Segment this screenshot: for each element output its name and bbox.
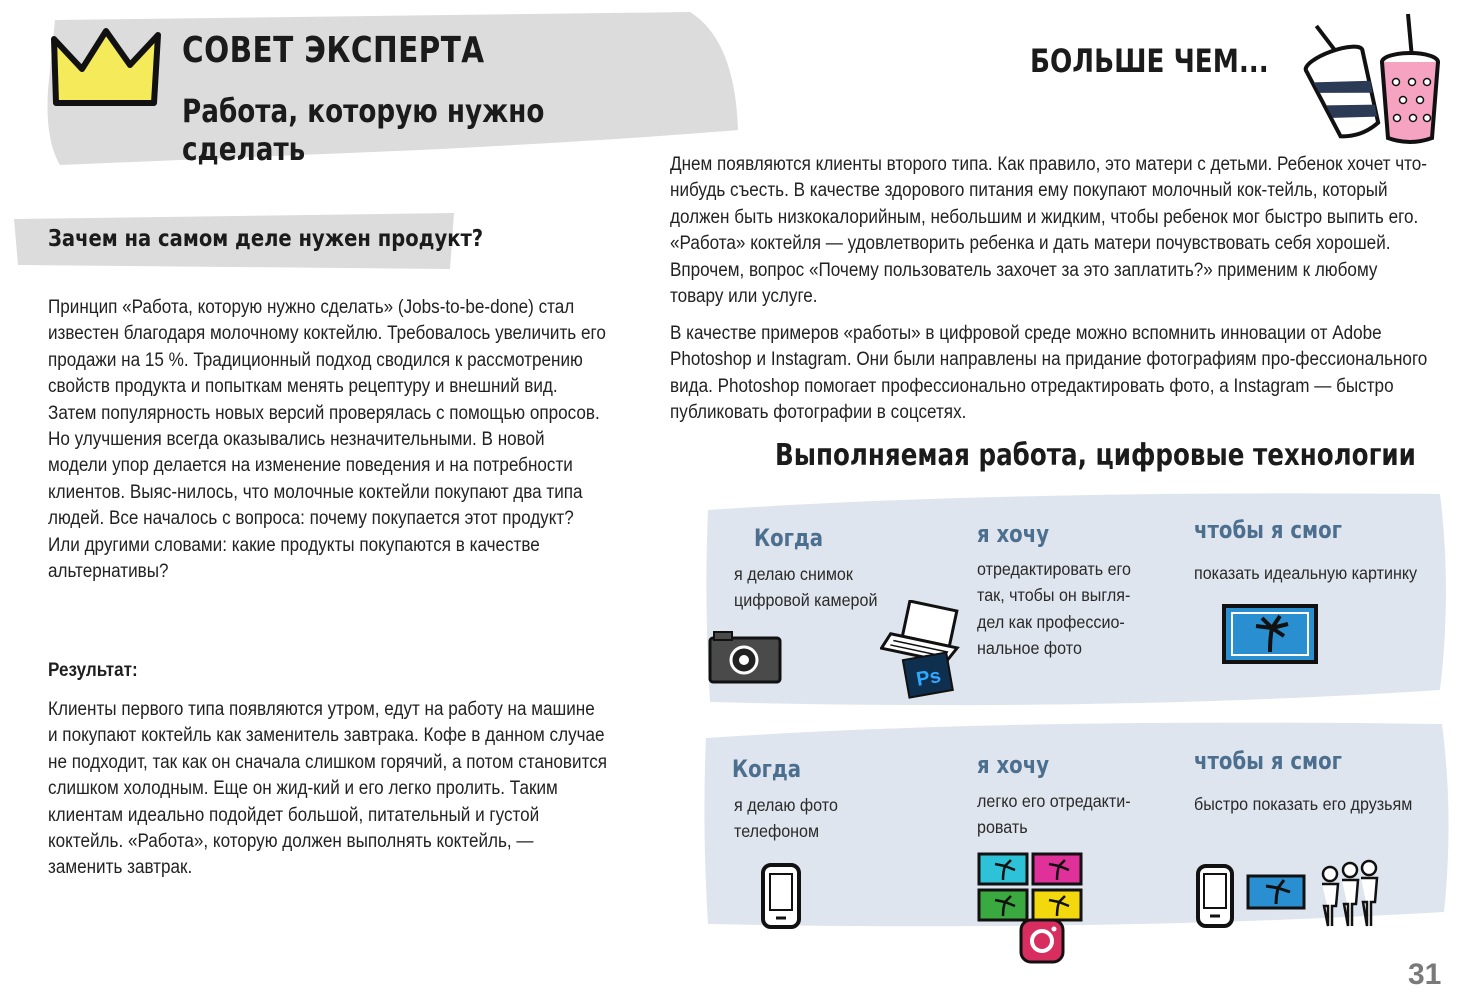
panel-1-when-line: я делаю снимок цифровой камерой [734, 564, 878, 611]
camera-icon [706, 628, 786, 686]
left-paragraph-2: Клиенты первого типа появляются утром, едут на работу на машине и покупают коктейль как заменитель завтрака. Кофе в данном случае не подходит, так как он сначала слишком горячий, а потом становится слишком холодным. Еще он жид-кий и его легко пролить. Таким клиентам идеально подойдет большой, питательный и густой коктейль. «Работа», которую должен выполнять коктейль, — заменить завтрак. [48, 699, 608, 879]
laptop-photoshop-icon [880, 600, 962, 700]
panel-2-want-text: легко его отредакти- ровать [977, 791, 1131, 838]
panel-1-want-text: отредактировать его так, чтобы он выгля- дел как профессио- нальное фото [977, 559, 1132, 659]
panel-1-when-heading: Когда [754, 524, 824, 552]
panel-2-when-text: я делаю фото телефоном [734, 795, 838, 842]
more-than-heading: БОЛЬШЕ ЧЕМ... [1030, 42, 1269, 80]
header-banner [0, 0, 760, 175]
drink-cups-icon [1300, 10, 1450, 150]
header-subtitle: Работа, которую нужно сделать [182, 92, 545, 168]
perfect-picture-icon [1220, 602, 1320, 666]
phone-icon [760, 862, 802, 930]
page-number: 31 [1408, 958, 1442, 991]
header-title: СОВЕТ ЭКСПЕРТА [182, 30, 485, 71]
panel-1-want-heading: я хочу [977, 520, 1050, 548]
right-paragraph-2: В качестве примеров «работы» в цифровой среде можно вспомнить инновации от Adobe Photoshop и Instagram. Они были направлены на придание фотографиям про-фессионального вида. Photoshop помогает профессионально отредактировать фото, а Instagram — быстро публиковать фотографии в соцсетях. [670, 323, 1428, 424]
crown-icon [50, 25, 165, 110]
photoshop-label: Ps [914, 664, 943, 691]
section-heading: Зачем на самом деле нужен продукт? [48, 226, 484, 252]
panel-2-when-heading: Когда [732, 755, 802, 783]
panel-2-sothat-text: быстро показать его друзьям [1194, 794, 1413, 814]
instagram-filters-icon [975, 850, 1087, 966]
panel-1-sothat-text: показать идеальную картинку [1194, 563, 1418, 583]
result-label: Результат: [48, 660, 138, 681]
panel-2-want-heading: я хочу [977, 751, 1050, 779]
right-paragraph-1: Днем появляются клиенты второго типа. Как правило, это матери с детьми. Ребенок хочет что-нибудь съесть. В качестве здорового питания ему покупают молочный кок-тейль, который должен быть низкокалорийным, небольшим и жидким, чтобы ребенок мог быстро выпить его. «Работа» коктейля — удовлетворить ребенка и дать матери почувствовать себя хорошей. Впрочем, вопрос «Почему пользователь захочет за это заплатить?» применим к любому товару или услуге. [670, 154, 1427, 308]
tech-heading: Выполняемая работа, цифровые технологии [775, 438, 1416, 473]
panel-1-sothat-heading: чтобы я смог [1194, 516, 1342, 544]
left-paragraph-1: Принцип «Работа, которую нужно сделать» (Jobs-to-be-done) стал известен благодаря молочному коктейлю. Требовалось увеличить его продажи на 15 %. Традиционный подход сводился к рассмотрению свойств продукта и попыткам менять рецептуру и внешний вид. Затем популярность новых версий проверялась с помощью опросов. Но улучшения всегда оказывались незначительными. В новой модели упор делается на изменение поведения и на потребности клиентов. Выяс-нилось, что молочные коктейли покупают два типа людей. Все началось с вопроса: почему покупается этот продукт? Или другими словами: какие продукты покупаются в качестве альтернативы? [48, 297, 606, 583]
share-with-friends-icon [1192, 856, 1388, 932]
panel-2-sothat-heading: чтобы я смог [1194, 747, 1342, 775]
